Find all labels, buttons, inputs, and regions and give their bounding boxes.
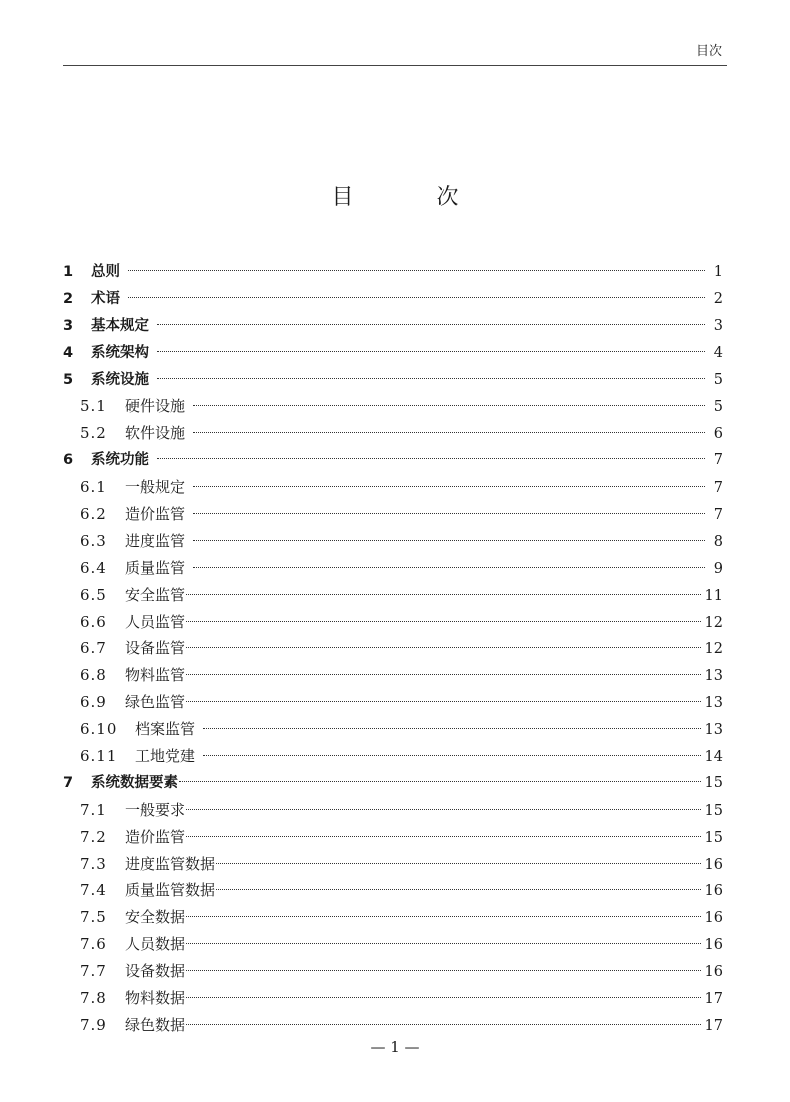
dot-leader	[186, 674, 701, 675]
dot-leader	[193, 405, 705, 406]
toc-entry-number: 3	[63, 317, 74, 334]
toc-entry-5-2[interactable]	[63, 420, 723, 447]
toc-entry-6-3[interactable]	[63, 528, 723, 555]
toc-entry-title: 基本规定	[91, 317, 149, 334]
dot-leader	[186, 809, 701, 810]
toc-entry-title: 造价监管	[125, 505, 186, 524]
toc-entry-6-2[interactable]	[63, 501, 723, 528]
toc-entry-6-6[interactable]	[63, 609, 723, 636]
toc-entry-number: 2	[63, 290, 74, 307]
toc-entry-number: 6.5	[80, 585, 107, 604]
toc-entry-title: 系统架构	[91, 344, 149, 361]
toc-entry-5-1[interactable]	[63, 393, 723, 420]
toc-entry-6-10[interactable]	[63, 716, 723, 743]
toc-entry-number: 7.4	[80, 881, 107, 900]
dot-leader	[128, 270, 705, 271]
toc-entry-number: 7	[63, 774, 74, 791]
page-title: 目 次	[331, 185, 497, 210]
toc-entry-number: 7.3	[80, 854, 107, 873]
toc-entry-6[interactable]	[63, 447, 723, 474]
toc-entry-number: 5	[63, 371, 74, 388]
dot-leader	[186, 621, 701, 622]
toc-entry-7-2[interactable]	[63, 824, 723, 851]
toc-entry-2[interactable]	[63, 286, 723, 313]
toc-entry-page: 6	[713, 426, 723, 443]
toc-entry-title: 人员数据	[125, 935, 186, 954]
toc-entry-7-1[interactable]	[63, 797, 723, 824]
toc-entry-6-5[interactable]	[63, 582, 723, 609]
toc-entry-page: 1	[713, 264, 723, 280]
toc-entry-number: 1	[63, 264, 74, 280]
page-number: — 1 —	[370, 1038, 420, 1056]
dot-leader	[157, 324, 705, 325]
toc-entry-page: 7	[713, 507, 723, 524]
dot-leader	[203, 728, 701, 729]
toc-entry-number: 4	[63, 344, 74, 361]
toc-entry-page: 12	[704, 614, 723, 631]
toc-entry-title: 人员监管	[125, 612, 186, 631]
toc-entry-6-8[interactable]	[63, 662, 723, 689]
toc-entry-6-4[interactable]	[63, 555, 723, 582]
toc-entry-page: 16	[704, 937, 723, 954]
toc-entry-title: 进度监管	[125, 531, 186, 550]
toc-entry-title: 安全监管	[125, 585, 186, 604]
toc-entry-number: 6.2	[80, 505, 107, 524]
toc-entry-number: 5.1	[80, 397, 107, 416]
toc-entry-page: 16	[704, 910, 723, 927]
toc-entry-number: 7.1	[80, 800, 107, 819]
toc-entry-page: 8	[713, 533, 723, 550]
dot-leader	[186, 594, 701, 595]
toc-entry-5[interactable]	[63, 367, 723, 394]
toc-entry-number: 6.8	[80, 666, 107, 685]
dot-leader	[193, 540, 705, 541]
toc-entry-title: 总则	[91, 264, 120, 280]
dot-leader	[186, 943, 701, 944]
toc-entry-page: 14	[704, 749, 723, 766]
toc-entry-page: 16	[704, 883, 723, 900]
dot-leader	[186, 970, 701, 971]
toc-entry-title: 进度监管数据	[125, 854, 216, 873]
toc-entry-page: 15	[704, 774, 723, 791]
toc-entry-page: 12	[704, 641, 723, 658]
toc-entry-1[interactable]	[63, 259, 723, 286]
dot-leader	[157, 378, 705, 379]
running-head: 目次	[695, 44, 722, 59]
toc-entry-title: 一般要求	[125, 800, 186, 819]
toc-entry-page: 16	[704, 964, 723, 981]
toc-entry-7-6[interactable]	[63, 931, 723, 958]
toc-entry-title: 硬件设施	[125, 397, 186, 416]
toc-entry-title: 物料数据	[125, 989, 186, 1008]
toc-entry-7-8[interactable]	[63, 985, 723, 1012]
toc-entry-number: 7.9	[80, 1015, 107, 1034]
toc-entry-number: 6	[63, 452, 74, 469]
toc-entry-page: 17	[704, 1017, 723, 1034]
toc-entry-title: 系统数据要素	[91, 774, 178, 791]
toc-entry-title: 物料监管	[125, 666, 186, 685]
toc-entry-3[interactable]	[63, 313, 723, 340]
toc-entry-page: 3	[713, 317, 723, 334]
dot-leader	[157, 351, 705, 352]
toc-entry-page: 5	[713, 399, 723, 416]
toc-entry-number: 6.6	[80, 612, 107, 631]
toc-entry-page: 15	[704, 829, 723, 846]
toc-entry-7-9[interactable]	[63, 1012, 723, 1039]
toc-entry-page: 13	[704, 695, 723, 712]
table-of-contents	[63, 259, 723, 1039]
toc-entry-title: 软件设施	[125, 424, 186, 443]
toc-entry-7-5[interactable]	[63, 904, 723, 931]
toc-entry-page: 11	[704, 587, 723, 604]
dot-leader	[186, 647, 701, 648]
toc-entry-number: 7.8	[80, 989, 107, 1008]
dot-leader	[193, 513, 705, 514]
toc-entry-page: 16	[704, 856, 723, 873]
dot-leader	[179, 781, 701, 782]
dot-leader	[216, 863, 701, 864]
dot-leader	[128, 297, 705, 298]
dot-leader	[186, 701, 701, 702]
toc-entry-page: 9	[713, 560, 723, 577]
toc-entry-page: 17	[704, 991, 723, 1008]
dot-leader	[157, 458, 705, 459]
dot-leader	[193, 432, 705, 433]
toc-entry-title: 工地党建	[135, 747, 196, 766]
toc-entry-page: 15	[704, 802, 723, 819]
dot-leader	[186, 997, 701, 998]
toc-entry-number: 6.3	[80, 531, 107, 550]
dot-leader	[216, 889, 701, 890]
toc-entry-number: 7.7	[80, 962, 107, 981]
toc-entry-page: 2	[713, 290, 723, 307]
toc-entry-title: 一般规定	[125, 478, 186, 497]
toc-entry-title: 绿色监管	[125, 693, 186, 712]
header-rule	[63, 65, 727, 66]
toc-entry-number: 5.2	[80, 424, 107, 443]
toc-entry-title: 质量监管	[125, 558, 186, 577]
toc-entry-number: 6.10	[80, 720, 118, 739]
toc-entry-title: 质量监管数据	[125, 881, 216, 900]
toc-entry-6-11[interactable]	[63, 743, 723, 770]
toc-entry-page: 4	[713, 344, 723, 361]
toc-entry-page: 5	[713, 371, 723, 388]
dot-leader	[186, 836, 701, 837]
toc-entry-number: 6.1	[80, 478, 107, 497]
toc-entry-title: 绿色数据	[125, 1015, 186, 1034]
toc-entry-title: 造价监管	[125, 827, 186, 846]
toc-entry-title: 设备监管	[125, 639, 186, 658]
toc-entry-7-4[interactable]	[63, 877, 723, 904]
toc-entry-title: 系统设施	[91, 371, 149, 388]
toc-entry-title: 系统功能	[91, 452, 149, 469]
dot-leader	[186, 916, 701, 917]
toc-entry-title: 档案监管	[135, 720, 196, 739]
toc-entry-number: 7.6	[80, 935, 107, 954]
toc-entry-4[interactable]	[63, 340, 723, 367]
toc-entry-number: 6.9	[80, 693, 107, 712]
toc-entry-7-3[interactable]	[63, 851, 723, 878]
toc-entry-6-7[interactable]	[63, 635, 723, 662]
toc-entry-page: 7	[713, 480, 723, 497]
toc-entry-title: 术语	[91, 290, 120, 307]
toc-entry-7-7[interactable]	[63, 958, 723, 985]
dot-leader	[193, 486, 705, 487]
dot-leader	[203, 755, 701, 756]
toc-entry-page: 13	[704, 722, 723, 739]
toc-entry-number: 6.7	[80, 639, 107, 658]
toc-entry-6-1[interactable]	[63, 474, 723, 501]
toc-entry-number: 7.5	[80, 908, 107, 927]
toc-entry-page: 13	[704, 668, 723, 685]
toc-entry-title: 安全数据	[125, 908, 186, 927]
toc-entry-7[interactable]	[63, 770, 723, 797]
toc-entry-number: 6.11	[80, 747, 118, 766]
toc-entry-6-9[interactable]	[63, 689, 723, 716]
toc-entry-title: 设备数据	[125, 962, 186, 981]
dot-leader	[186, 1024, 701, 1025]
dot-leader	[193, 567, 705, 568]
toc-entry-number: 7.2	[80, 827, 107, 846]
toc-entry-number: 6.4	[80, 558, 107, 577]
toc-entry-page: 7	[713, 452, 723, 469]
